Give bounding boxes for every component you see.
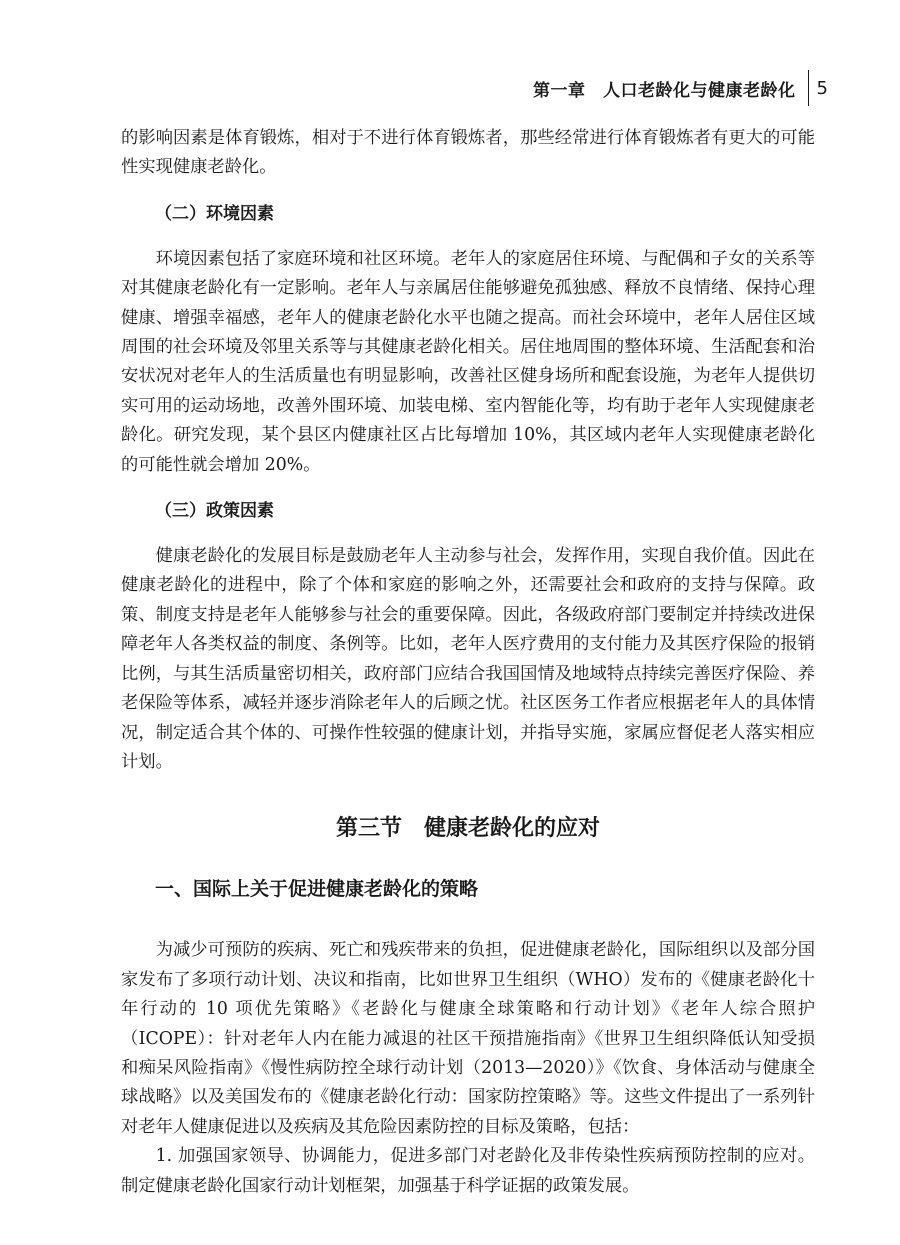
- paragraph-item-1: 1. 加强国家领导、协调能力，促进多部门对老龄化及非传染性疾病预防控制的应对。制定健康老龄化国家行动计划框架，加强基于科学证据的政策发展。: [121, 1146, 815, 1196]
- paragraph-environment: 环境因素包括了家庭环境和社区环境。老年人的家庭居住环境、与配偶和子女的关系等对其健康老龄化有一定影响。老年人与亲属居住能够避免孤独感、释放不良情绪、保持心理健康、增强幸福感，老年人的健康老龄化水平也随之提高。而社会环境中，老年人居住区域周围的社会环境及邻里关系等与其健康老龄化相关。居住地周围的整体环境、生活配套和治安状况对老年人的生活质量也有明显影响，改善社区健身场所和配套设施，为老年人提供切实可用的运动场地，改善外围环境、加装电梯、室内智能化等，均有助于老年人实现健康老龄化。研究发现，某个县区内健康社区占比每增加 10%，其区域内老年人实现健康老龄化的可能性就会增加 20%。: [121, 248, 815, 475]
- running-header: [533, 70, 828, 106]
- spacer: [121, 902, 815, 936]
- page-body: [121, 124, 815, 1201]
- chapter-title: 第一章 人口老龄化与健康老龄化: [533, 80, 796, 101]
- subheading-policy: （三）政策因素: [155, 501, 274, 522]
- subheading-environment: （二）环境因素: [155, 203, 274, 224]
- paragraph-strategy: 为减少可预防的疾病、死亡和残疾带来的负担，促进健康老龄化，国际组织以及部分国家发布了多项行动计划、决议和指南，比如世界卫生组织（WHO）发布的《健康老龄化十年行动的 10 项优先策略》《老龄化与健康全球策略和行动计划》《老年人综合照护（ICOPE）：针对老年人内在能力减退的社区干预措施指南》《世界卫生组织降低认知受损和痴呆风险指南》《慢性病防控全球行动计划（2013—2020）》《饮食、身体活动与健康全球战略》以及美国发布的《健康老龄化行动：国家防控策略》等。这些文件提出了一系列针对老年人健康促进以及疾病及其危险因素防控的目标及策略，包括：: [121, 940, 815, 1137]
- paragraph-policy: 健康老龄化的发展目标是鼓励老年人主动参与社会，发挥作用，实现自我价值。因此在健康老龄化的进程中，除了个体和家庭的影响之外，还需要社会和政府的支持与保障。政策、制度支持是老年人能够参与社会的重要保障。因此，各级政府部门要制定并持续改进保障老年人各类权益的制度、条例等。比如，老年人医疗费用的支付能力及其医疗保险的报销比例，与其生活质量密切相关，政府部门应结合我国国情及地域特点持续完善医疗保险、养老保险等体系，减轻并逐步消除老年人的后顾之忧。社区医务工作者应根据老年人的具体情况，制定适合其个体的、可操作性较强的健康计划，并指导实施，家属应督促老人落实相应计划。: [121, 546, 815, 772]
- paragraph-continuation: 的影响因素是体育锻炼，相对于不进行体育锻炼者，那些经常进行体育锻炼者有更大的可能性实现健康老龄化。: [121, 128, 815, 178]
- header-divider: [808, 70, 809, 106]
- heading-international-strategy: 一、国际上关于促进健康老龄化的策略: [155, 878, 479, 901]
- page-number: 5: [816, 77, 828, 99]
- section-title: 第三节 健康老龄化的应对: [335, 816, 600, 842]
